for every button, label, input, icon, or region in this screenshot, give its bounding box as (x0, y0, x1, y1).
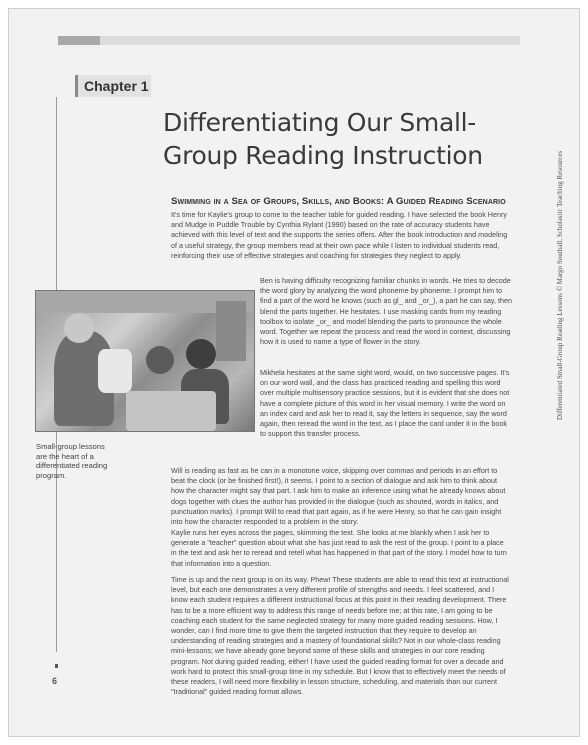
paragraph-reflection: Time is up and the next group is on its way. Phew! These students are able to read this text at instructional level, but each one demonstrates a very different profile of strengths and needs. I feel scattered, and I know each student requires a different instructional focus at this point in their reading development. There has to be a more efficient way to address this range of needs before me; at this rate, I am going to be coaching each student for the same neglected strategy for many more guided reading sessions. How, I wonder, can I find more time to give them the targeted instruction that they require to develop an understanding of reading strategies and a mastery of foundational skills? Not in our whole-class reading mini-lessons; we have already gone beyond some of these skills and strategies in our core reading program. Not during guided reading, either! I have used the guided reading format for over a decade and work hard to protect this small-group time in my schedule. But I know that to effectively meet the needs of these readers, I will need more flexibility in lesson structure, scheduling, and materials than our current "traditional" guided reading format allows. (171, 575, 509, 697)
page-number: 6 (52, 676, 58, 686)
paragraph-kaylie: Kaylie runs her eyes across the pages, skimming the text. She looks at me blankly when I ask her to generate a "teacher" question about what she has just read to ask the rest of the group. I point to a place in the text and ask her to reread and retell what has happened in that part of the story. I model how to turn that information into a question. (171, 528, 507, 568)
classroom-photo (35, 290, 255, 432)
chapter-label: Chapter 1 (75, 75, 151, 97)
paragraph-will: Will is reading as fast as he can in a monotone voice, skipping over commas and periods in an effort to beat the clock (or be finished first!), it seems. I point to a section of dialogue and ask him to think about how the character might say that part. I ask him to make an inference using what he already knows about dogs together with clues the author has provided in the dialogue (such as shouted, words in italics, and punctuation marks). I prompt Will to read that part again, as if he were Henry, so that he can gain insight into how the character responded to a problem in the story. (171, 466, 506, 527)
page-title: Differentiating Our Small-Group Reading Instruction (163, 108, 483, 170)
top-decorative-bar (58, 36, 520, 45)
paragraph-mikhela: Mikhela hesitates at the same sight word, would, on two successive pages. It's on our word wall, and the class has practiced reading and spelling this word over multiple multisensory practice sessions, but it is evident that she does not have a complete picture of this word in her visual memory. I write the word on an index card and ask her to read it, say the letters in sequence, say the word again, then reread the word in the text, as I place the card under it in the book to support this transfer process. (260, 368, 510, 439)
photo-caption: Small-group lessons are the heart of a differentiated reading program. (36, 442, 108, 480)
section-heading: Swimming in a Sea of Groups, Skills, and Books: A Guided Reading Scenario (171, 196, 506, 207)
page-number-mark (55, 664, 58, 668)
paragraph-intro: It's time for Kaylie's group to come to the teacher table for guided reading. I have selected the book Henry and Mudge in Puddle Trouble by Cynthia Rylant (1990) based on the rate of accuracy students have achieved with this level of text and the supports the series offers. After the book introduction and modeling of a useful strategy, the group members read at their own pace while I listen to individual students read, reinforcing their use of effective strategies and coaching for strategies they neglect to apply. (171, 210, 508, 260)
paragraph-ben: Ben is having difficulty recognizing familiar chunks in words. He tries to decode the word glory by analyzing the word phoneme by phoneme. I prompt him to find a part of the word he knows (such as gl_ and _or_), a part he can say, then blend the parts together. He hesitates. I use masking cards from my reading toolbox to isolate _or_ and model blending the parts to pronounce the whole word. Together we repeat the process and read the word in context, discussing how it is used to name a type of flower in the story. (260, 276, 512, 347)
copyright-credit: Differentiated Small-Group Reading Lessons © Margo Southall, Scholastic Teaching Resources (556, 150, 564, 420)
top-decorative-bar-accent (58, 36, 100, 45)
